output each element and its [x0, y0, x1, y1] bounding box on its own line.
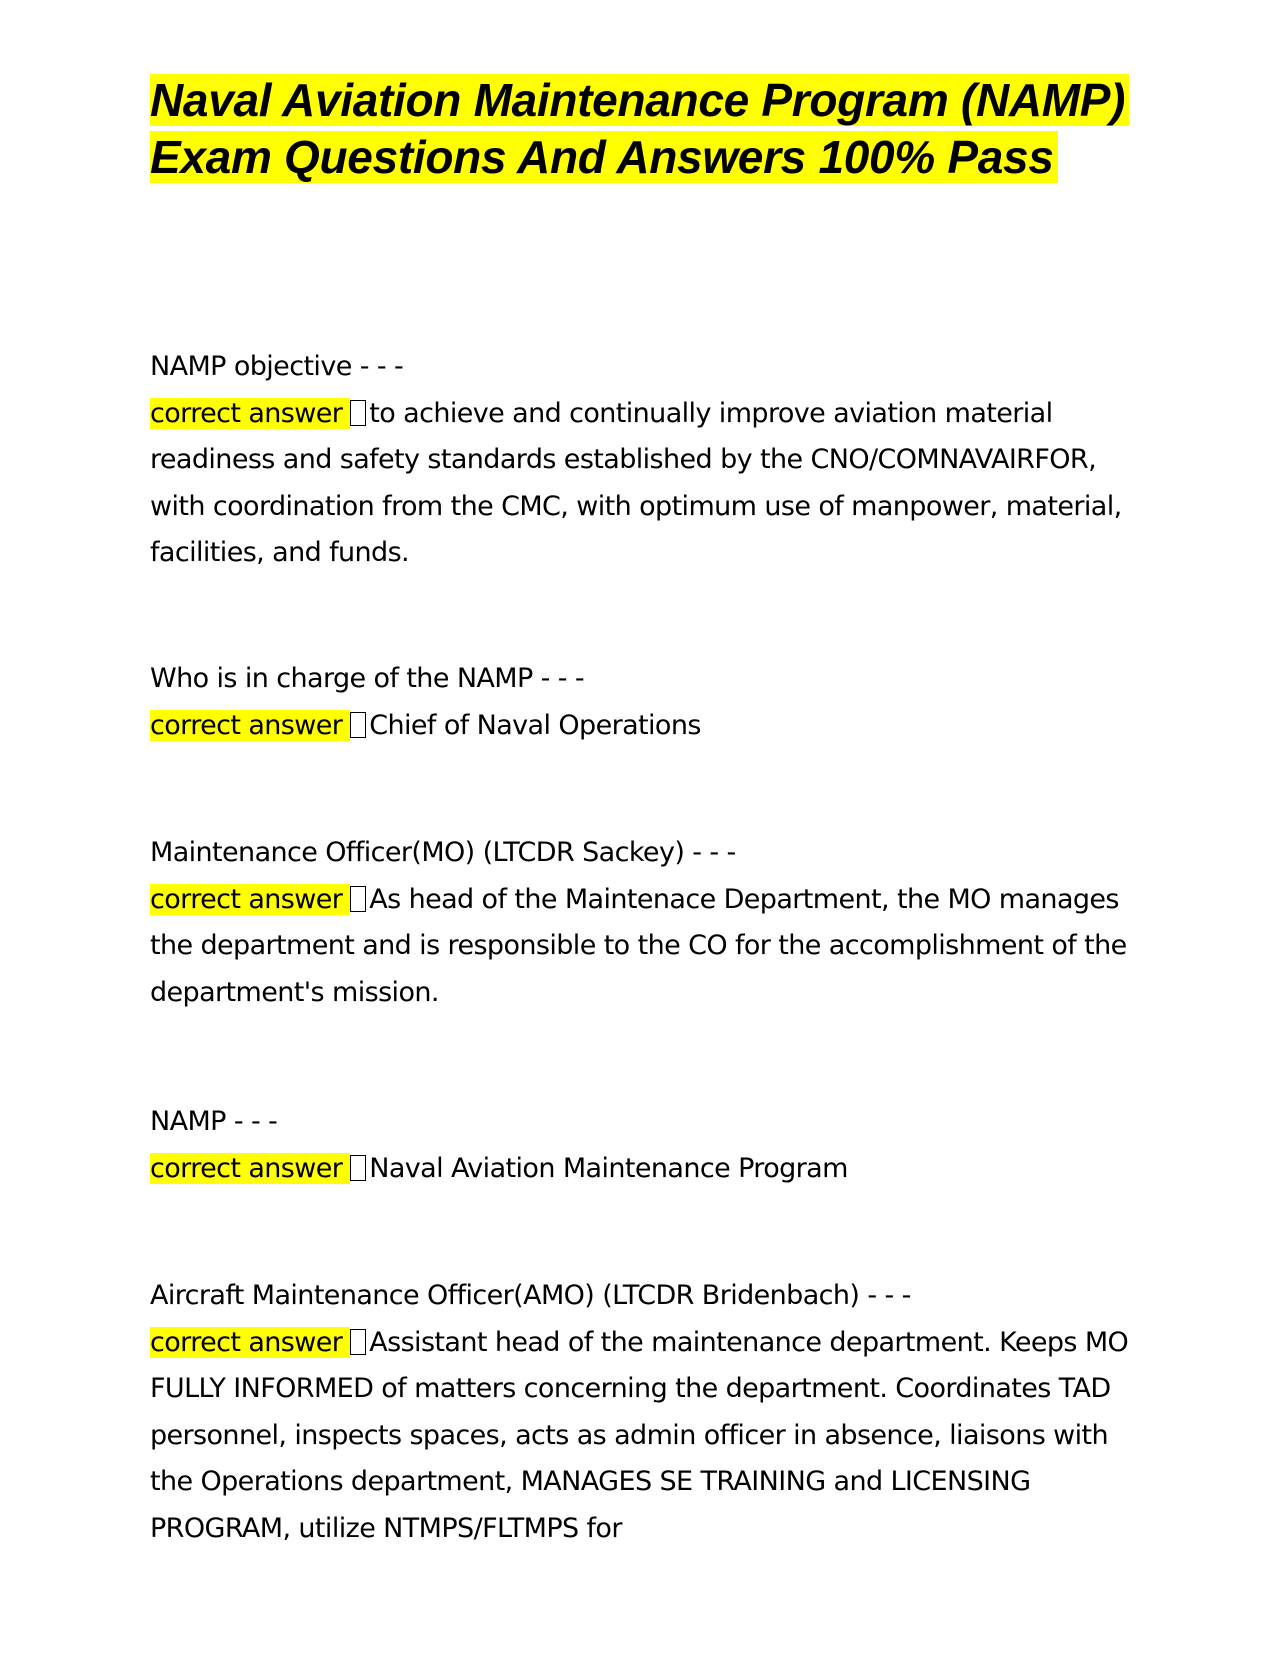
answer-text: Chief of Naval Operations [369, 709, 701, 741]
question-text: Maintenance Officer(MO) (LTCDR Sackey) - - - [150, 837, 736, 868]
qa-item [150, 656, 1140, 749]
missing-glyph-box-icon [350, 400, 366, 426]
correct-answer-label: correct answer [150, 710, 350, 741]
document-page [150, 72, 1140, 1544]
qa-item [150, 344, 1140, 577]
answer-block [150, 703, 1140, 750]
answer-block [150, 1146, 1140, 1193]
correct-answer-label: correct answer [150, 398, 350, 429]
correct-answer-label: correct answer [150, 1327, 350, 1358]
question-text: Aircraft Maintenance Officer(AMO) (LTCDR Bridenbach) - - - [150, 1280, 911, 1311]
missing-glyph-box-icon [350, 1329, 366, 1355]
missing-glyph-box-icon [350, 1155, 366, 1181]
qa-item [150, 1099, 1140, 1192]
title-highlight: Naval Aviation Maintenance Program (NAMP) Exam Questions And Answers 100% Pass [150, 74, 1129, 183]
question-text: NAMP - - - [150, 1106, 278, 1137]
answer-text: Assistant head of the maintenance department. Keeps MO FULLY INFORMED of matters concerning the department. Coordinates TAD personnel, inspects spaces, acts as admin officer in absence, liaisons with the Operations department, MANAGES SE TRAINING and LICENSING PROGRAM, utilize NTMPS/FLTMPS for [150, 1326, 1129, 1544]
missing-glyph-box-icon [350, 712, 366, 738]
answer-block [150, 391, 1140, 577]
answer-block [150, 1320, 1140, 1553]
answer-block [150, 877, 1140, 1017]
answer-text: As head of the Maintenace Department, the MO manages the department and is responsible to the CO for the accomplishment of the department's mission. [150, 883, 1127, 1008]
correct-answer-label: correct answer [150, 884, 350, 915]
question-text: NAMP objective - - - [150, 351, 404, 382]
qa-item [150, 830, 1140, 1016]
correct-answer-label: correct answer [150, 1153, 350, 1184]
answer-text: to achieve and continually improve aviation material readiness and safety standards established by the CNO/COMNAVAIRFOR, with coordination from the CMC, with optimum use of manpower, material, facilities, and funds. [150, 397, 1122, 568]
question-text: Who is in charge of the NAMP - - - [150, 663, 585, 694]
answer-text: Naval Aviation Maintenance Program [369, 1152, 848, 1184]
missing-glyph-box-icon [350, 886, 366, 912]
qa-item [150, 1273, 1140, 1552]
document-title [150, 72, 1140, 186]
